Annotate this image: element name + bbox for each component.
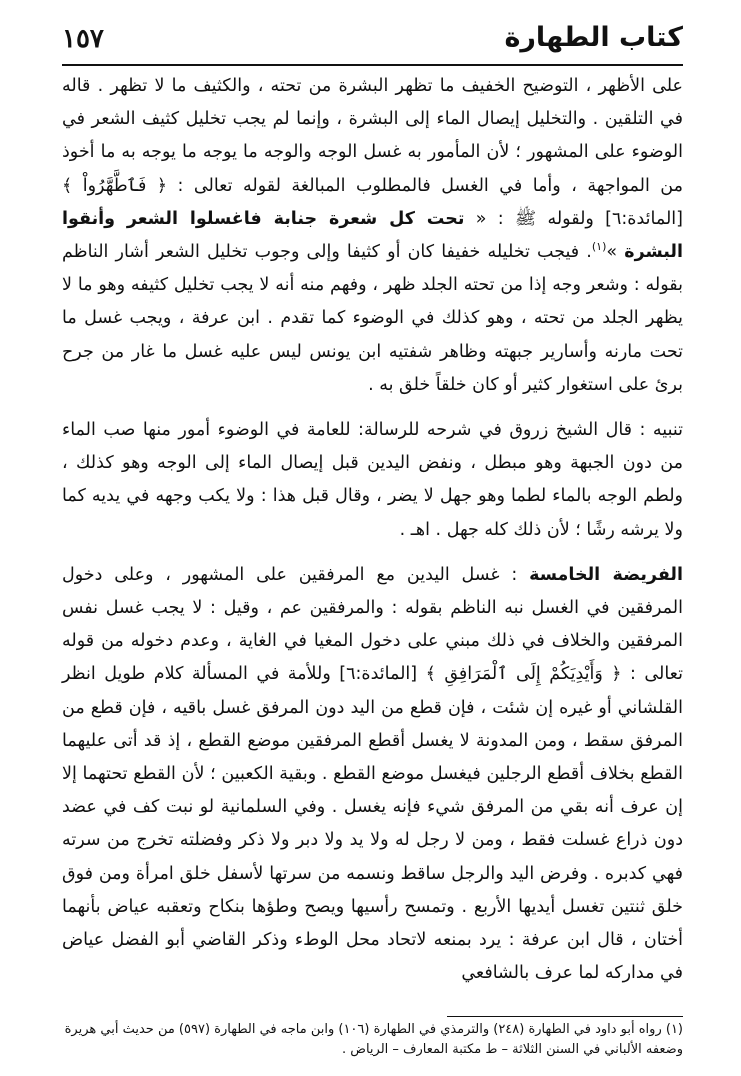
paragraph-1-text-b: » <box>606 242 625 263</box>
footnote: (١) رواه أبو داود في الطهارة (٢٤٨) والترمذي في الطهارة (١٠٦) وابن ماجه في الطهارة (٥٩٧) من حديث أبي هريرة وضعفه الألباني في السنن الثلاثة – ط مكتبة المعارف – الرياض . <box>64 1022 683 1057</box>
page-header <box>62 20 683 66</box>
main-text <box>62 70 683 990</box>
page-number: ١٥٧ <box>62 24 104 54</box>
hadith-quote: تحت كل شعرة جنابة فاغسلوا الشعر وأنقوا البشرة <box>62 208 683 263</box>
book-title: كتاب الطهارة <box>504 22 683 53</box>
footnote-marker: (١) <box>591 240 607 254</box>
paragraph-1-text-c: . فيجب تخليله خفيفا كان أو كثيفا وإلى وجوب تخليل الشعر أشار الناظم بقوله : وشعر وجه إذا من تحته الجلد ظهر ، وفهم منه أنه لا يجب تخليل كثيفه وهو ما لا يظهر الجلد من تحته ، وهو كذلك في الوضوء كما تقدم . ابن عرفة ، ويجب غسل ما تحت مارنه وأسارير جبهته وظاهر شفتيه ابن يونس ليس عليه غسل ما غار من جرح برئ على استغوار كثير أو كان خلقاً خلق به . <box>62 242 683 395</box>
paragraph-1 <box>62 70 683 402</box>
paragraph-3-text: : غسل اليدين مع المرفقين على المشهور ، وعلى دخول المرفقين في الغسل نبه الناظم بقوله : والمرفقين عم ، وقيل : لا يجب غسل نفس المرفقين والخلاف في ذلك مبني على دخول المغيا في الغاية ، وعدم دخوله من قوله تعالى : ﴿ وَأَيْدِيَكُمْ إِلَى ٱلْمَرَافِقِ ﴾ [المائدة:٦] وللأمة في المسألة كلام طويل انظر القلشاني أو غيره إن شئت ، فإن قطع من اليد دون المرفق غسل باقيه ، فإن قطع من المرفق سقط ، ومن المدونة لا يغسل أقطع المرفقين موضع القطع ، إذ قد أتى عليهما القطع بخلاف أقطع الرجلين فيغسل موضع القطع . وبقية الكعبين ؛ لأن القطع تحتهما إلا إن عرف أنه بقي من المرفق شيء فإنه يغسل . وفي السلمانية لو نبت كف في عضد دون ذراع غسلت فقط ، ومن لا رجل له ولا يد ولا دبر ولا ذكر وفضلته تخرج من سرته فهي كدبره . وفرض اليد والرجل ساقط ونسمه من سرتها لأسفل خلق امرأة ومن فوق خلق ثنتين تغسل أيديها الأربع . وتمسح رأسيها ويصح وطؤها بنكاح وتعقبه عياض بأنهما أختان ، قال ابن عرفة : يرد بمنعه لاتحاد محل الوطء وذكر القاضي أبو الفضل عياض في مداركه لما عرف بالشافعي <box>62 564 683 984</box>
paragraph-1-text-a: على الأظهر ، التوضيح الخفيف ما تظهر البشرة من تحته ، والكثيف ما لا تظهر . قاله في التلقين . والتخليل إيصال الماء إلى البشرة ، وإنما لم يجب تخليل كثيف الشعر في الوضوء على المشهور ؛ لأن المأمور به غسل الوجه والوجه ما يوجه ما يوجه به ما أخوذ من المواجهة ، وأما في الغسل فالمطلوب المبالغة لقوله تعالى : ﴿ فَٱطَّهَّرُواْ ﴾ [المائدة:٦] ولقوله ﷺ : « <box>62 76 683 229</box>
footnote-divider <box>447 1016 683 1017</box>
section-heading: الفريضة الخامسة <box>529 564 683 585</box>
paragraph-2: تنبيه : قال الشيخ زروق في شرحه للرسالة: للعامة في الوضوء أمور منها صب الماء من دون الجبهة وهو مبطل ، ونفض اليدين قبل إيصال الماء إلى الوجه وهو كذلك ، ولطم الوجه بالماء لطما وهو جهل لا يضر ، وقال قبل هذا : ولا يكب وجهه في يديه كما ولا يرشه رشًا ؛ لأن ذلك كله جهل . اهـ . <box>62 420 683 540</box>
paragraph-3 <box>62 559 683 991</box>
